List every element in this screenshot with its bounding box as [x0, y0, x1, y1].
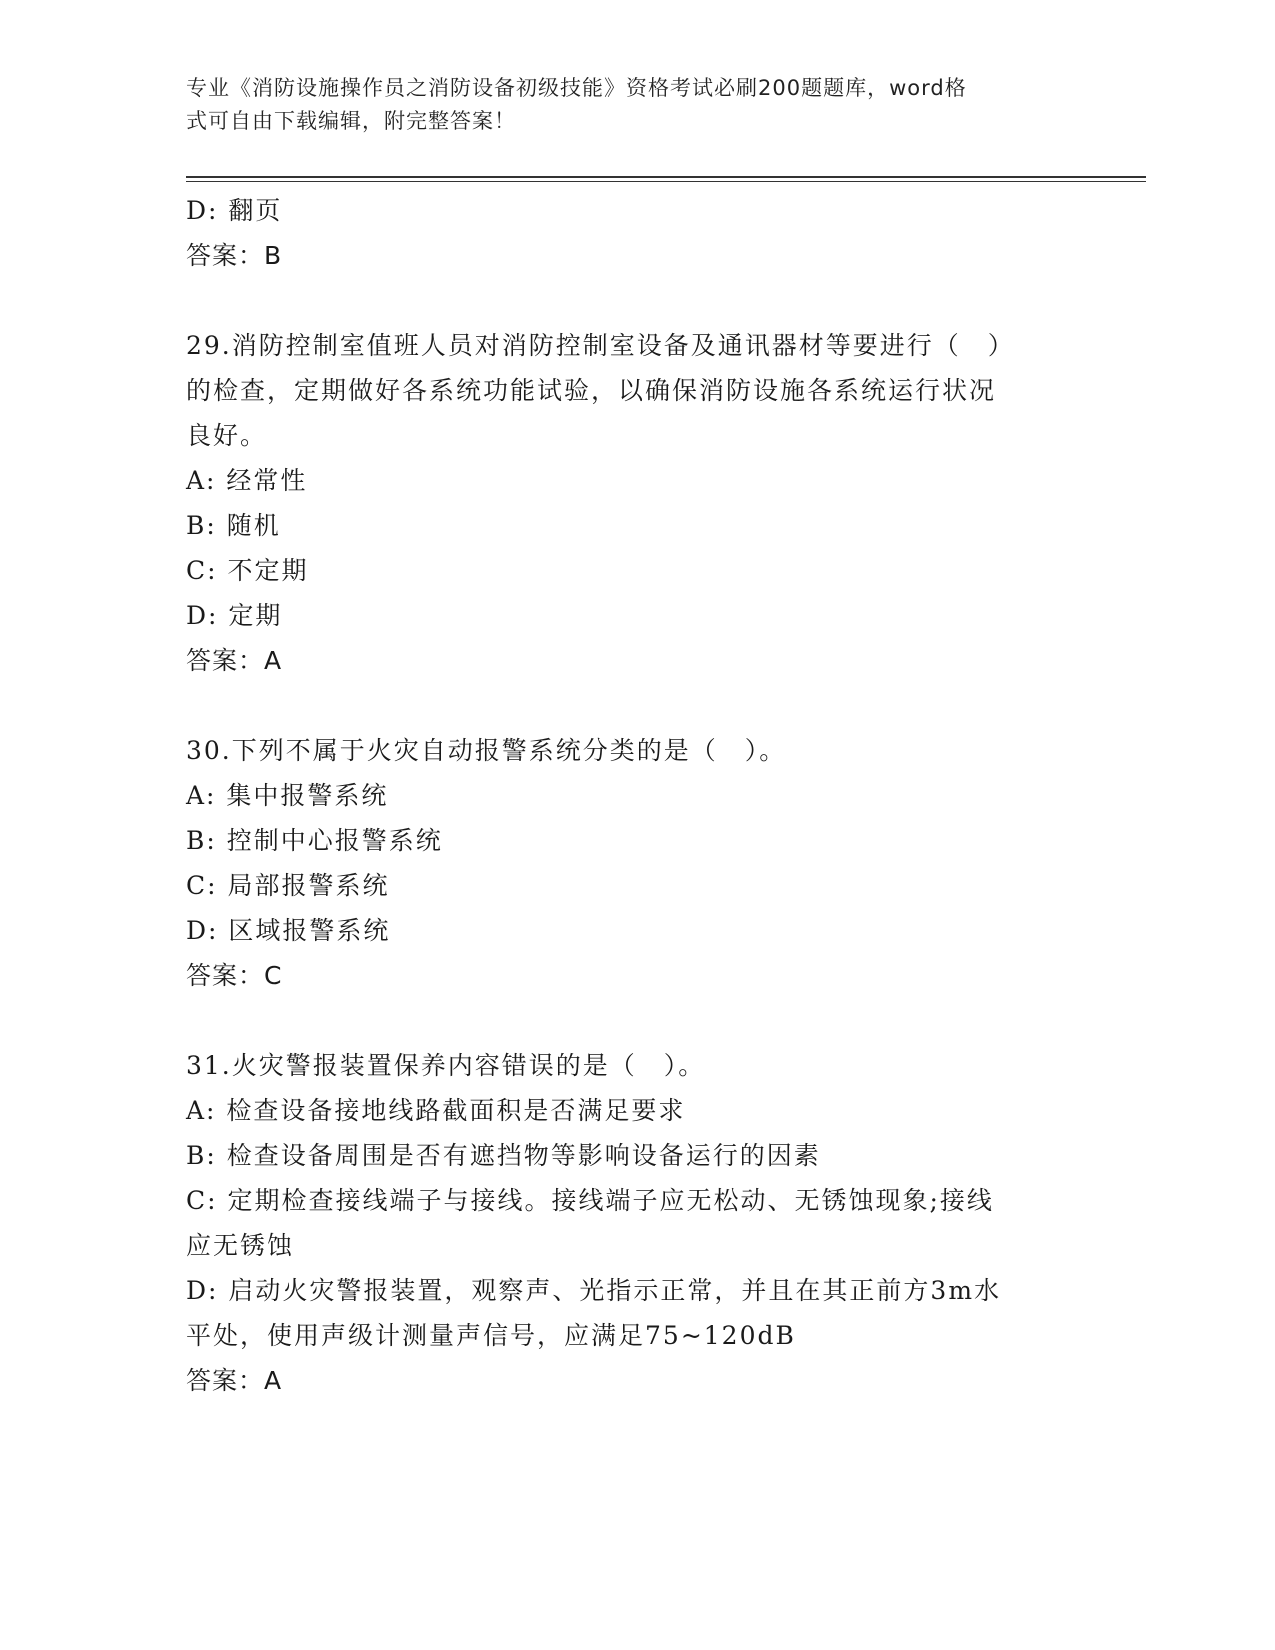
question-29 [186, 323, 1066, 683]
spacer [186, 278, 1066, 323]
option-d-continued: 平处，使用声级计测量声信号，应满足75~120dB [186, 1321, 796, 1350]
option-c: C: 不定期 [186, 556, 309, 585]
option-a: A: 经常性 [186, 466, 308, 495]
question-31 [186, 1043, 1066, 1403]
option-c-continued: 应无锈蚀 [186, 1231, 295, 1260]
option-b: B: 检查设备周围是否有遮挡物等影响设备运行的因素 [186, 1141, 821, 1170]
answer: 答案：C [186, 961, 283, 990]
header-rule-thin [186, 181, 1146, 182]
option-d: D: 区域报警系统 [186, 916, 391, 945]
document-header [186, 72, 1066, 138]
answer: 答案：A [186, 1366, 283, 1395]
question-stem-line: 的检查，定期做好各系统功能试验，以确保消防设施各系统运行状况 [186, 376, 997, 405]
question-30 [186, 728, 1066, 998]
option-d: D: 启动火灾警报装置，观察声、光指示正常，并且在其正前方3m水 [186, 1276, 1002, 1305]
question-stem-line: 29.消防控制室值班人员对消防控制室设备及通讯器材等要进行（ ） [186, 331, 1015, 360]
option-c: C: 定期检查接线端子与接线。接线端子应无松动、无锈蚀现象;接线 [186, 1186, 994, 1215]
header-line-2: 式可自由下载编辑，附完整答案！ [186, 109, 516, 133]
question-stem-line: 良好。 [186, 421, 268, 450]
spacer [186, 683, 1066, 728]
option-d: D: 定期 [186, 601, 283, 630]
prev-answer: 答案：B [186, 241, 283, 270]
option-c: C: 局部报警系统 [186, 871, 390, 900]
option-a: A: 集中报警系统 [186, 781, 389, 810]
prev-option-d: D: 翻页 [186, 196, 283, 225]
option-a: A: 检查设备接地线路截面积是否满足要求 [186, 1096, 686, 1125]
question-stem-line: 31.火灾警报装置保养内容错误的是（ ）。 [186, 1051, 706, 1080]
header-line-1: 专业《消防设施操作员之消防设备初级技能》资格考试必刷200题题库，word格 [186, 76, 967, 100]
question-content [186, 188, 1066, 1403]
option-b: B: 随机 [186, 511, 281, 540]
answer: 答案：A [186, 646, 283, 675]
question-stem-line: 30.下列不属于火灾自动报警系统分类的是（ ）。 [186, 736, 787, 765]
option-b: B: 控制中心报警系统 [186, 826, 443, 855]
header-rule-thick [186, 176, 1146, 178]
spacer [186, 998, 1066, 1043]
